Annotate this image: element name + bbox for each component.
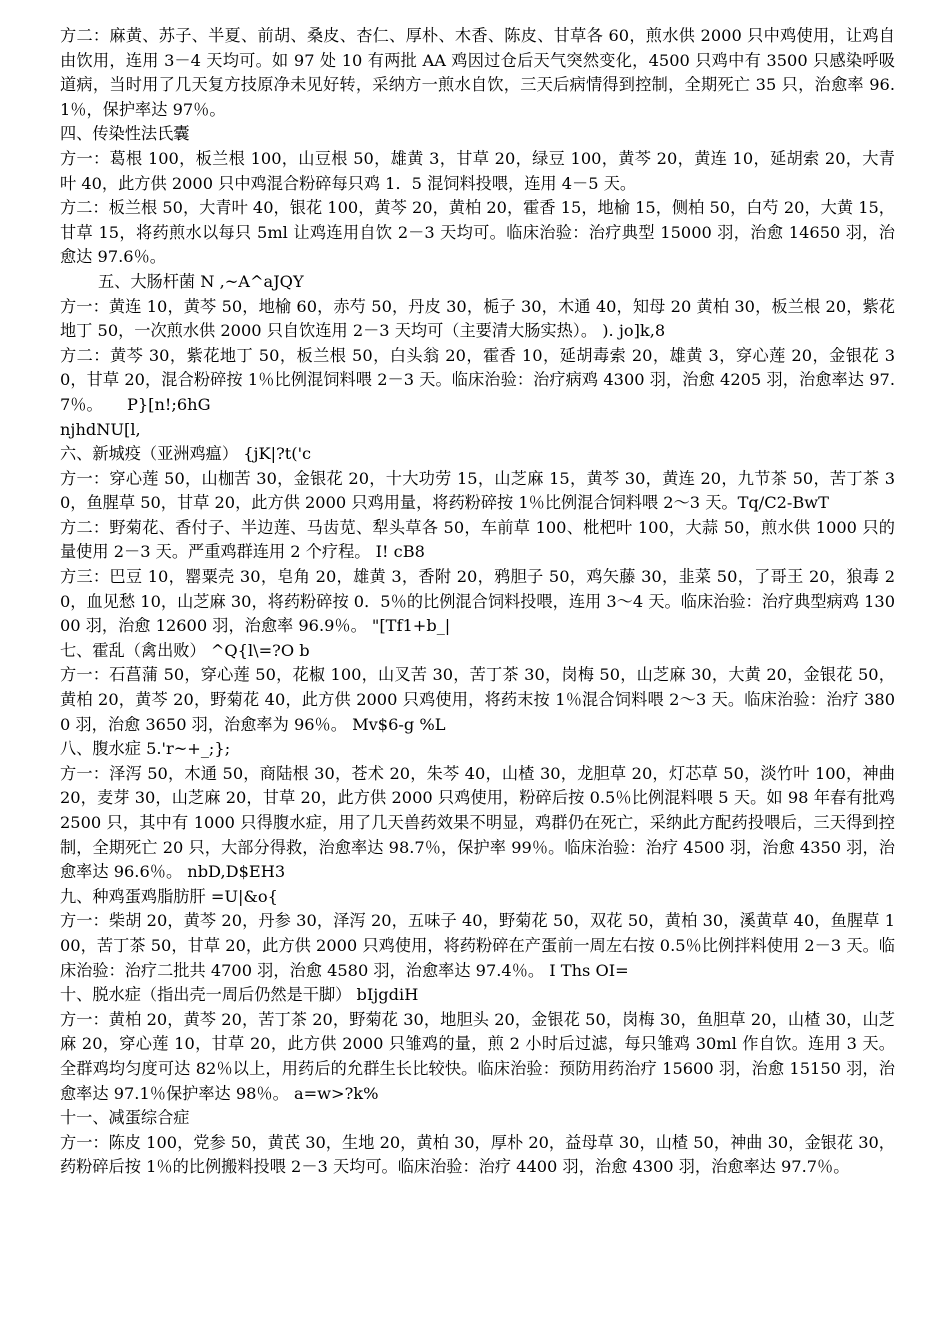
paragraph: 方二：麻黄、苏子、半夏、前胡、桑皮、杏仁、厚朴、木香、陈皮、甘草各 60，煎水供 2000 只中鸡使用，让鸡自由饮用，连用 3－4 天均可。如 97 处 10 有两批 AA 鸡因过仓后天气突然变化，4500 只鸡中有 3500 只感染呼吸道病，当时用了几天复方技原净未见好转，采纳方一煎水自饮，三天后病情得到控制，全期死亡 35 只，治愈率 96.1％，保护率达 97％。 (60, 26, 895, 119)
paragraph: 五、大肠杆菌 N ,~A^aJQY (98, 271, 304, 291)
paragraph: 八、腹水症 5.'r~+_;}; (60, 739, 231, 759)
paragraph: 方一：穿心莲 50，山枷苦 30，金银花 20，十大功劳 15，山芝麻 15，黄芩 30，黄连 20，九节茶 50，苦丁茶 30，鱼腥草 50，甘草 20，此方供 2000 只鸡用量，将药粉碎按 1％比例混合饲料喂 2～3 天。Tq/C2-BwT (60, 468, 895, 513)
paragraph: 方二：黄芩 30，紫花地丁 50，板兰根 50，白头翁 20，霍香 10，延胡毒索 20，雄黄 3，穿心莲 20，金银花 30，甘草 20，混合粉碎按 1％比例混饲料喂 2－3 天。临床治验：治疗病鸡 4300 羽，治愈 4205 羽，治愈率达 97.7％。 P}[n!;6hG (60, 345, 895, 414)
paragraph: 方一：石菖蒲 50，穿心莲 50，花椒 100，山叉苦 30，苦丁茶 30，岗梅 50，山芝麻 30，大黄 20，金银花 50，黄柏 20，黄芩 20，野菊花 40，此方供 2000 只鸡使用，将药末按 1％混合饲料喂 2～3 天。临床治验：治疗 3800 羽，治愈 3650 羽，治愈率为 96％。 Mv$6-g %L (60, 665, 895, 734)
paragraph: 十一、减蛋综合症 (60, 1108, 190, 1128)
paragraph: njhdNU[l, (60, 419, 141, 439)
paragraph: 十、脱水症（指出壳一周后仍然是干脚） bIjgdiH (60, 985, 419, 1005)
paragraph: 方二：野菊花、香付子、半边莲、马齿苋、犁头草各 50，车前草 100、枇杷叶 100，大蒜 50，煎水供 1000 只的量使用 2－3 天。严重鸡群连用 2 个疗程。 I! cB8 (60, 517, 895, 562)
document-body (60, 24, 895, 1180)
paragraph: 七、霍乱（禽出败） ^Q{l\=?O b (60, 640, 310, 660)
paragraph: 方三：巴豆 10，罂粟壳 30，皂角 20，雄黄 3，香附 20，鸦胆子 50，鸡矢藤 30，韭菜 50，了哥王 20，狼毒 20，血见愁 10，山芝麻 30，将药粉碎按 0．5％的比例混合饲料投喂，连用 3～4 天。临床治验：治疗典型病鸡 13000 羽，治愈 12600 羽，治愈率 96.9％。 "[Tf1+b_| (60, 567, 895, 636)
paragraph: 方一：黄连 10，黄芩 50，地榆 60，赤芍 50，丹皮 30，栀子 30，木通 40，知母 20 黄柏 30，板兰根 20，紫花地丁 50，一次煎水供 2000 只自饮连用 2－3 天均可（主要清大肠实热）。 ). jo]k,8 (60, 296, 895, 341)
paragraph: 方二：板兰根 50，大青叶 40，银花 100，黄芩 20，黄柏 20，霍香 15，地榆 15，侧柏 50，白芍 20，大黄 15，甘草 15，将药煎水以每只 5ml 让鸡连用自饮 2－3 天均可。临床治验：治疗典型 15000 羽，治愈 14650 羽，治愈达 97.6％。 (60, 198, 895, 267)
paragraph: 方一：柴胡 20，黄芩 20，丹参 30，泽泻 20，五味子 40，野菊花 50，双花 50，黄柏 30，溪黄草 40，鱼腥草 100，苦丁茶 50，甘草 20，此方供 2000 只鸡使用，将药粉碎在产蛋前一周左右按 0.5％比例拌料使用 2－3 天。临床治验：治疗二批共 4700 羽，治愈 4580 羽，治愈率达 97.4％。 I Ths OI= (60, 911, 895, 980)
paragraph: 方一：泽泻 50，木通 50，商陆根 30，苍术 20，朱芩 40，山楂 30，龙胆草 20，灯芯草 50，淡竹叶 100，神曲 20，麦芽 30，山芝麻 20，甘草 20，此方供 2000 只鸡使用，粉碎后按 0.5％比例混料喂 5 天。如 98 年春有批鸡 2500 只，其中有 1000 只得腹水症，用了几天兽药效果不明显，鸡群仍在死亡，采纳此方配药投喂后，三天得到控制，全期死亡 20 只，大部分得救，治愈率达 98.7％，保护率 99％。临床治验：治疗 4500 羽，治愈 4350 羽，治愈率达 96.6％。 nbD,D$EH3 (60, 763, 895, 882)
paragraph: 四、传染性法氏囊 (60, 124, 190, 144)
paragraph: 九、种鸡蛋鸡脂肪肝 =U|&o{ (60, 886, 278, 906)
paragraph: 方一：陈皮 100，党参 50，黄芪 30，生地 20，黄柏 30，厚朴 20，益母草 30，山楂 50，神曲 30，金银花 30，药粉碎后按 1％的比例搬料投喂 2－3 天均可。临床治验：治疗 4400 羽，治愈 4300 羽，治愈率达 97.7％。 (60, 1132, 895, 1177)
paragraph: 方一：黄柏 20，黄芩 20，苦丁茶 20，野菊花 30，地胆头 20，金银花 50，岗梅 30，鱼胆草 20，山楂 30，山芝麻 20，穿心莲 10，甘草 20，此方供 2000 只雏鸡的量，煎 2 小时后过滤，每只雏鸡 30ml 作自饮。连用 3 天。全群鸡均匀度可达 82％以上，用药后的允群生长比较快。临床治验：预防用药治疗 15600 羽，治愈 15150 羽，治愈率达 97.1％保护率达 98％。 a=w>?k% (60, 1009, 895, 1103)
paragraph: 六、新城疫（亚洲鸡瘟） {jK|?t('c (60, 444, 312, 464)
paragraph: 方一：葛根 100，板兰根 100，山豆根 50，雄黄 3，甘草 20，绿豆 100，黄芩 20，黄连 10，延胡索 20，大青叶 40，此方供 2000 只中鸡混合粉碎每只鸡 1．5 混饲料投喂，连用 4－5 天。 (60, 148, 895, 193)
